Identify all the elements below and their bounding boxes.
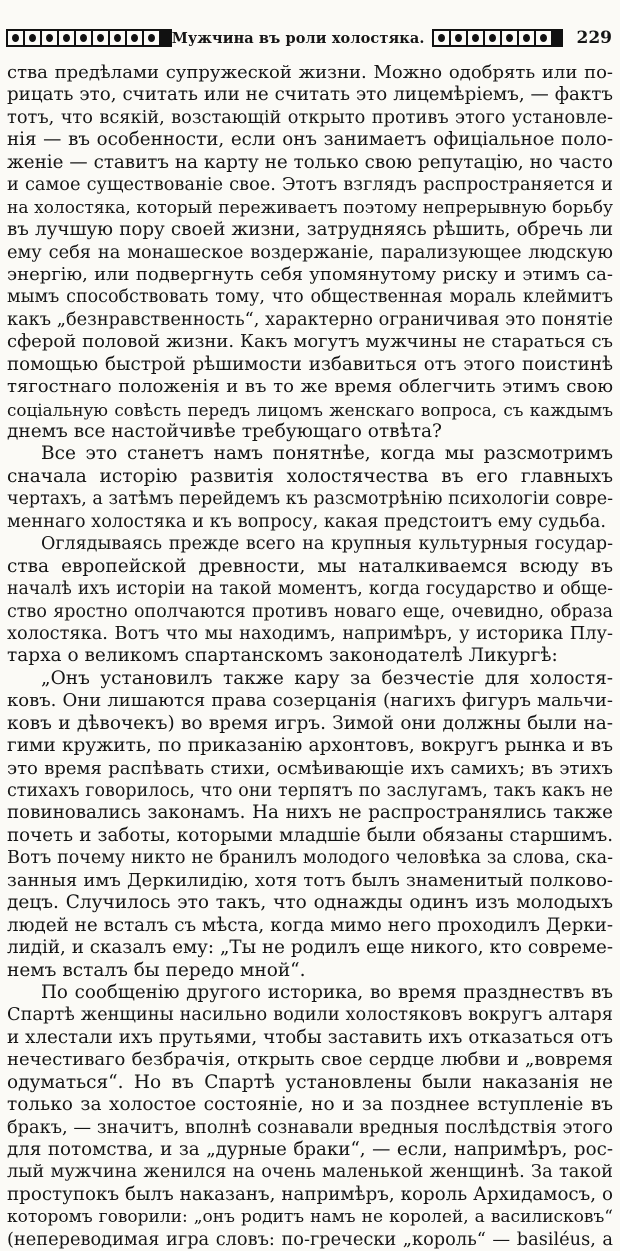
text-line: это время распѣвать стихи, осмѣивающіе ихъ самихъ; въ этихъ [7,757,613,779]
text-line: Оглядываясь прежде всего на крупныя культурныя государ- [41,534,613,555]
text-line: проступокъ былъ наказанъ, напримѣръ, король Архидамосъ, о [7,1183,613,1205]
text-line: въ лучшую пору своей жизни, затрудняясь рѣшить, обречь ли [7,219,613,241]
text-line: почеть и заботы, которыми младшіе были обязаны старшимъ. [7,824,613,846]
text-line: женіе — ставитъ на карту не только свою репутацію, но часто [7,151,613,173]
text-line: меннаго холостяка и къ вопросу, какая предстоитъ ему судьба. [7,511,606,532]
text-line: сферой половой жизни. Какъ могутъ мужчины не стараться съ [7,331,613,353]
text-line: и хлестали ихъ прутьями, чтобы заставить ихъ отказаться отъ [7,1026,613,1048]
text-line: людей не всталъ съ мѣста, когда мимо него проходилъ Дерки- [7,914,613,936]
text-line: энергію, или подвергнуть себя упомянутому риску и этимъ са- [7,263,613,285]
text-line: какъ „безнравственность“, характерно ограничивая это понятіе [7,309,613,330]
header-ornament-right [432,29,563,47]
text-line: одуматься“. Но въ Спартѣ установлены были наказанія не [7,1071,613,1093]
running-header [6,27,612,49]
page-number: 229 [576,28,612,48]
text-line: стихахъ говорилось, что они терпятъ по заслугамъ, такъ какъ не [7,781,613,801]
text-line: бракъ, — значитъ, вполнѣ сознавали вредныя послѣдствія этого [7,1117,613,1138]
text-line: тотъ, что всякій, возстающій открыто противъ этого установле- [7,107,613,128]
text-line: только за холостое состояніе, но и за позднее вступленіе въ [7,1094,613,1116]
text-line: на холостяка, который переживаетъ поэтому непрерывную борьбу [7,197,613,218]
text-line: сначала исторію развитія холостячества въ его главныхъ [7,465,613,487]
text-line: которомъ говорили: „онъ родитъ намъ не королей, а василисковъ“ [7,1207,613,1228]
text-line: нечестиваго безбрачія, открыть свое сердце любви и „вовремя [7,1049,613,1071]
text-line: (непереводимая игра словъ: по-гречески „король“ — basiléus, а [7,1229,613,1250]
text-line: мымъ способствовать тому, что общественная мораль клеймитъ [7,287,613,308]
text-line: По сообщенію другого историка, во время празднествъ въ [41,981,613,1003]
text-line: помощью быстрой рѣшимости избавиться отъ этого поистинѣ [7,353,613,375]
text-line: ковъ. Они лишаются права созерцанія (нагихъ фигуръ мальчи- [7,690,613,712]
running-title: Мужчина въ роли холостяка. [171,29,425,47]
text-line: днемъ все настойчивѣе требующаго отвѣта? [7,421,442,442]
text-line: для потомства, и за „дурные браки“, — если, напримѣръ, рос- [7,1139,613,1160]
text-line: Все это станетъ намъ понятнѣе, когда мы разсмотримъ [41,443,613,465]
text-line: ство яростно ополчаются противъ новаго еще, очевидно, образа [7,601,613,622]
text-line: децъ. Случилось это такъ, что однажды одинъ изъ молодыхъ [7,892,613,914]
text-line: „Онъ установилъ также кару за безчестіе для холостя- [41,667,613,689]
text-line: тарха о великомъ спартанскомъ законодателѣ Ликургѣ: [7,645,558,667]
text-line: ства предѣлами супружеской жизни. Можно одобрять или по- [7,62,613,83]
text-line: Спартѣ женщины насильно водили холостяковъ вокругъ алтаря [7,1005,613,1026]
body-text [7,62,613,1251]
text-line: немъ всталъ бы передо мной“. [7,959,306,981]
header-ornament-left [6,29,172,47]
text-line: тягостнаго положенія и въ то же время облегчить этимъ свою [7,376,613,398]
text-line: и самое существованіе свое. Этотъ взглядъ распространяется и [7,175,613,196]
text-line: началѣ ихъ исторіи на такой моментъ, когда государство и обще- [7,579,613,600]
text-line: ему себя на монашеское воздержаніе, парализующее людскую [7,242,613,263]
text-line: рицать это, считать или не считать это лицемѣріемъ, — фактъ [7,84,613,106]
text-line: холостяка. Вотъ что мы находимъ, напримѣръ, у историка Плу- [7,623,613,644]
text-line: Вотъ почему никто не бранилъ молодого человѣка за слова, ска- [7,848,613,869]
text-line: занныя имъ Деркилидію, хотя тотъ былъ знаменитый полково- [7,869,613,891]
text-line: лидій, и сказалъ ему: „Ты не родилъ еще никого, кто совреме- [7,937,613,959]
text-line: ства европейской древности, мы наталкиваемся всюду въ [7,555,613,577]
text-line: нія — въ особенности, если онъ занимаетъ офиціальное поло- [7,129,613,151]
text-line: соціальную совѣсть передъ лицомъ женскаго вопроса, съ каждымъ [7,399,613,420]
text-line: чертахъ, а затѣмъ перейдемъ къ разсмотрѣнію психологіи совре- [7,489,613,510]
text-line: гими кружить, по приказанію архонтовъ, вокругъ рынка и въ [7,735,613,757]
text-line: лый мужчина женился на очень маленькой женщинѣ. За такой [7,1162,613,1183]
text-line: ковъ и дѣвочекъ) во время игръ. Зимой они должны были на- [7,712,613,734]
text-line: повиновались законамъ. На нихъ не распространялись также [7,802,613,824]
